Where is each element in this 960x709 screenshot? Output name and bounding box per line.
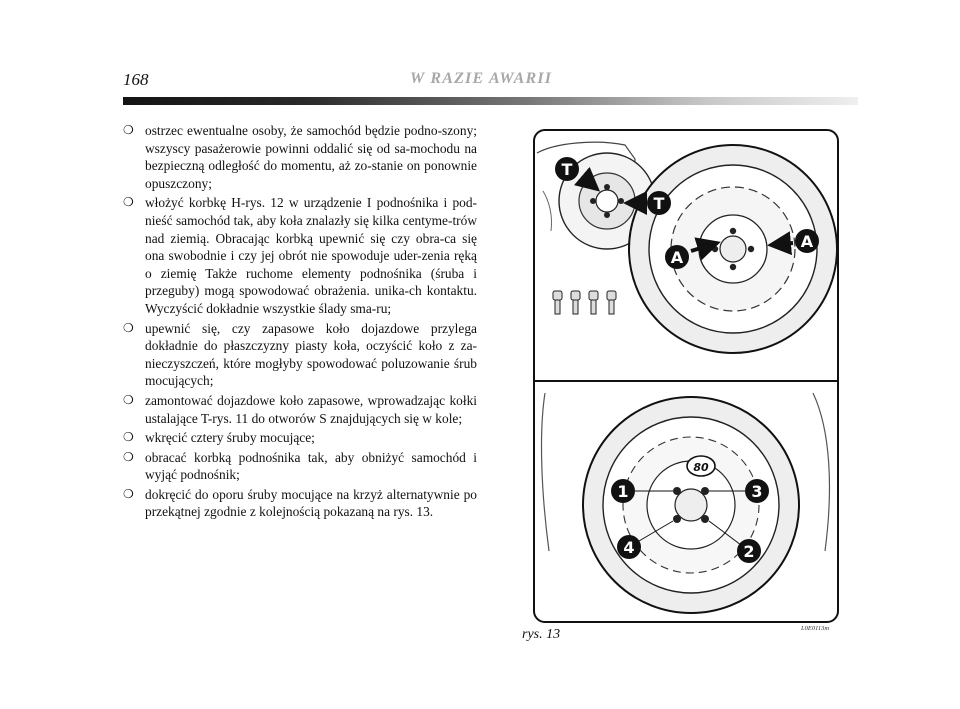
list-item-text: obracać korbką podnośnika tak, aby obniżyć samochód i wyjąć podnośnik; — [145, 449, 477, 483]
running-title: W RAZIE AWARII — [410, 70, 553, 87]
list-item-text: włożyć korbkę H-rys. 12 w urządzenie I podnośnika i pod-nieść samochód tak, aby koła znalazły się kilka centyme-trów nad ziemią. Obracając korbką upewnić się czy obra-ca się ona swobodnie i czy jej obrót nie spowoduje uder-zenia ręką o ziemię Także ruchome elementy podnośnika (śruba i przeguby) mogą spowodować obrażenia. unika-ch kontaktu. Wyczyścić dokładnie wszystkie ślady sma-ru; — [145, 195, 477, 316]
wheel-bolts — [553, 291, 616, 314]
wheel-illustration — [533, 129, 839, 623]
list-item — [123, 320, 477, 390]
bullet-icon: ❍ — [123, 123, 134, 137]
bullet-icon: ❍ — [123, 486, 134, 501]
bullet-icon: ❍ — [123, 449, 134, 464]
svg-text:80: 80 — [693, 461, 709, 474]
list-item — [123, 122, 477, 192]
list-item — [123, 392, 477, 427]
page-number: 168 — [123, 70, 149, 89]
hub-and-wheel-panel — [537, 142, 837, 353]
svg-text:T: T — [653, 194, 665, 213]
svg-text:A: A — [670, 248, 684, 267]
svg-text:4: 4 — [623, 538, 635, 557]
list-item-text: ostrzec ewentualne osoby, że samochód będzie podno-szony; wszyscy pasażerowie powinni oddalić się od sa-mochodu na bezpieczną odległość do momentu, aż zo-stanie on ponownie opuszczony; — [145, 123, 477, 191]
bullet-icon: ❍ — [123, 320, 134, 335]
svg-text:2: 2 — [743, 542, 755, 561]
spare-wheel-front — [583, 397, 799, 613]
svg-text:1: 1 — [617, 482, 629, 501]
svg-text:A: A — [800, 232, 814, 251]
list-item — [123, 194, 477, 317]
bullet-icon: ❍ — [123, 430, 134, 445]
bolt-tightening-panel — [542, 393, 830, 613]
figure-code: L0E0113m — [801, 625, 830, 632]
svg-text:3: 3 — [751, 482, 763, 501]
list-item — [123, 429, 477, 447]
bullet-icon: ❍ — [123, 195, 134, 210]
speed-limit-sign — [687, 456, 715, 476]
list-item-text: zamontować dojazdowe koło zapasowe, wprowadzając kołki ustalające T-rys. 11 do otworów S znajdujących się w kole; — [145, 392, 477, 426]
bullet-icon: ❍ — [123, 392, 134, 407]
list-item-text: dokręcić do oporu śruby mocujące na krzyż alternatywnie po przekątnej zgodnie z kolejnością pokazaną na rys. 13. — [145, 486, 477, 520]
svg-text:T: T — [561, 160, 573, 179]
list-item — [123, 486, 477, 521]
figure-caption: rys. 13 — [522, 627, 561, 642]
instruction-list — [123, 122, 477, 523]
list-item — [123, 449, 477, 484]
list-item-text: wkręcić cztery śruby mocujące; — [145, 430, 315, 446]
list-item-text: upewnić się, czy zapasowe koło dojazdowe przylega dokładnie do płaszczyzny piasty koła, oczyścić koło z za-nieczyszczeń, które mogłyby spowodować poluzowanie śrub mocujących; — [145, 320, 477, 389]
header-rule — [123, 97, 858, 105]
